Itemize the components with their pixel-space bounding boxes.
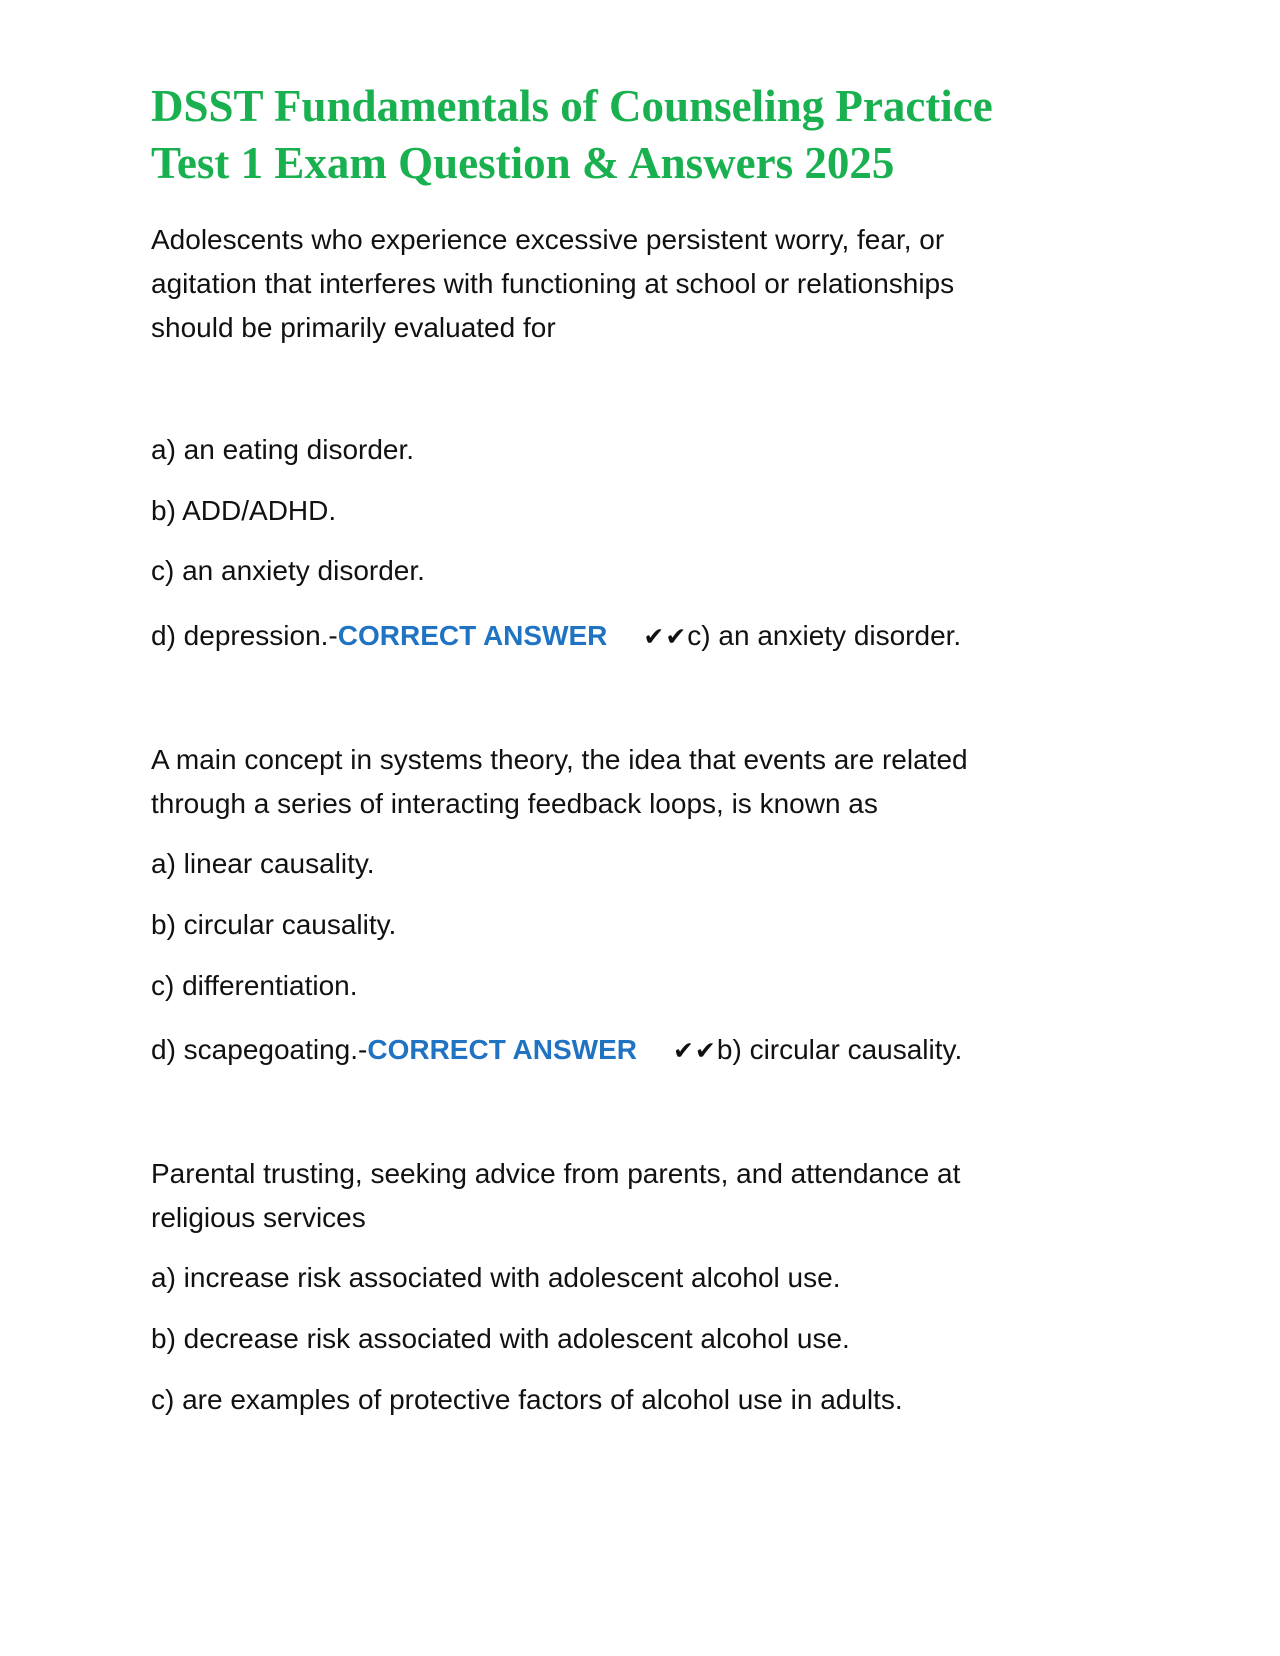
q1-stem-line-2: agitation that interferes with functioning at school or relationships (151, 268, 955, 299)
q2-answer-line (151, 1028, 962, 1073)
q1-option-a: a) an eating disorder. (151, 434, 415, 465)
q2-correct-answer-label: CORRECT ANSWER (367, 1034, 637, 1065)
q1-option-c: c) an anxiety disorder. (151, 555, 425, 586)
q3-stem-line-1: Parental trusting, seeking advice from parents, and attendance at (151, 1158, 961, 1189)
q2-option-c: c) differentiation. (151, 970, 358, 1001)
q2-option-d: d) scapegoating.- (151, 1034, 368, 1065)
q1-stem-line-3: should be primarily evaluated for (151, 312, 556, 343)
q1-correct-answer-label: CORRECT ANSWER (337, 620, 608, 651)
q2-option-b: b) circular causality. (151, 909, 397, 940)
title-line-1: DSST Fundamentals of Counseling Practice (151, 81, 993, 131)
q3-option-b: b) decrease risk associated with adolescent alcohol use. (151, 1323, 850, 1354)
q3-stem-line-2: religious services (151, 1202, 366, 1233)
title-line-2: Test 1 Exam Question & Answers 2025 (151, 138, 895, 188)
q1-check-marks-icon: ✔✔ (643, 622, 688, 651)
q1-stem-line-1: Adolescents who experience excessive persistent worry, fear, or (151, 224, 945, 255)
q2-answer: b) circular causality. (716, 1034, 963, 1065)
q2-stem-line-1: A main concept in systems theory, the idea that events are related (151, 744, 968, 775)
q2-check-marks-icon: ✔✔ (672, 1036, 717, 1065)
q1-answer: c) an anxiety disorder. (687, 620, 962, 651)
document-title (151, 78, 1171, 192)
q2-stem-line-2: through a series of interacting feedback loops, is known as (151, 788, 878, 819)
q3-option-a: a) increase risk associated with adolescent alcohol use. (151, 1262, 841, 1293)
q3-option-c: c) are examples of protective factors of alcohol use in adults. (151, 1384, 903, 1415)
q1-option-d: d) depression.- (151, 620, 338, 651)
q1-option-b: b) ADD/ADHD. (151, 495, 337, 526)
q2-option-a: a) linear causality. (151, 848, 375, 879)
q1-answer-line (151, 614, 961, 659)
